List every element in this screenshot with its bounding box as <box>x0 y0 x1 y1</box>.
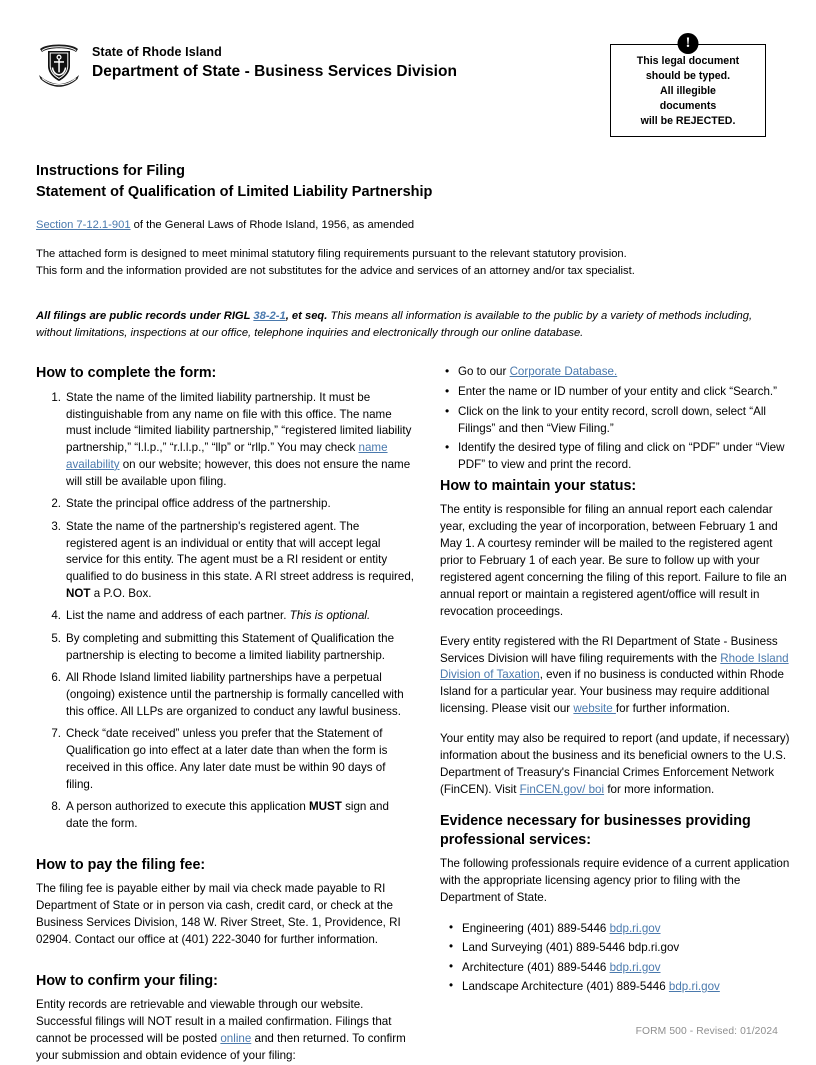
statute-link[interactable]: Section 7-12.1-901 <box>36 219 131 232</box>
step-number: 5. <box>51 632 61 645</box>
step-text: State the principal office address of the partnership. <box>66 497 331 511</box>
state-name: State of Rhode Island <box>92 45 222 59</box>
step-text: All Rhode Island limited liability partnerships have a perpetual (ongoing) existence until the partnership is formally cancelled with this office. All LLPs are organized to conduct any lawful business. <box>66 671 404 718</box>
profession-name: Land Surveying (401) 889-5446 bdp.ri.gov <box>462 941 680 955</box>
form-footer: FORM 500 - Revised: 01/2024 <box>635 1026 778 1037</box>
evidence-heading-line-2: professional services: <box>440 831 591 848</box>
typed-document-notice <box>610 35 766 137</box>
list-item <box>440 440 795 473</box>
name-availability-link[interactable]: name availability <box>66 441 388 471</box>
notice-line-2: should be typed. <box>645 70 731 83</box>
maintain-paragraph-3 <box>440 731 795 799</box>
step-text-italic: This is optional. <box>289 609 371 623</box>
complete-form-steps <box>36 390 414 833</box>
step-text-pre: List the name and address of each partner. <box>66 609 290 623</box>
step-text: By completing and submitting this Statement of Qualification the partnership is electing to become a limited liability partnership. <box>66 632 395 662</box>
heading-how-to-complete: How to complete the form: <box>36 365 217 382</box>
public-records-rest: This means all information is available to the public by a variety of methods including, without limitations, inspections at our office, telephone inquiries and electronically through our online database. <box>36 310 753 340</box>
website-link[interactable]: website <box>573 702 616 716</box>
confirm-filing-steps <box>440 364 795 473</box>
maintain-paragraph-1: The entity is responsible for filing an annual report each calendar year, excluding the year of incorporation, between February 1 and May 1. A courtesy reminder will be mailed to the registered agent prior to February 1 of each year. Be sure to follow up with your registered agent concerning the filing of this report. Failure to file an annual report or maintain a registered agent/office will result in revocation proceedings. <box>440 503 787 618</box>
how-to-confirm-body <box>36 997 414 1065</box>
maintain-p2-pre: Every entity registered with the RI Department of State - Business Services Division will have filing requirements with the <box>440 634 778 665</box>
maintain-p3-post: for more information. <box>604 783 715 797</box>
list-item <box>440 384 795 401</box>
agency-branding <box>36 30 457 88</box>
list-item <box>440 920 795 937</box>
step-text-pre: State the name of the limited liability partnership. It must be distinguishable from any name on file with this office. The name must include “limited liability partnership,” “registered limited liability partnership,” “l.l.p.,” “r.l.l.p.,” “llp” or “rllp.” You may check <box>66 391 412 455</box>
heading-how-to-pay: How to pay the filing fee: <box>36 856 206 873</box>
maintain-p3-pre: Your entity may also be required to report (and update, if necessary) information about the business and its beneficial owners to the U.S. Department of Treasury's Financial Crimes Enforcement Network (FinCEN). Visit <box>440 732 790 797</box>
notice-box <box>610 44 766 137</box>
notice-line-4: documents <box>659 100 717 113</box>
public-records-bold-1: All filings are public records under RIGL <box>36 310 254 323</box>
public-records-notice <box>36 308 780 342</box>
notice-line-5: will be REJECTED. <box>640 115 736 128</box>
agency-name-block <box>92 38 457 83</box>
page-header <box>36 30 780 137</box>
public-records-bold-2: , et seq. <box>285 310 328 323</box>
list-item <box>36 519 414 602</box>
step-number: 8. <box>51 800 61 814</box>
page-title <box>36 161 780 203</box>
heading-how-to-confirm: How to confirm your filing: <box>36 972 218 989</box>
content-columns <box>36 364 790 1065</box>
bullet-text: Enter the name or ID number of your entity and click “Search.” <box>458 385 777 399</box>
list-item <box>440 959 795 976</box>
list-item <box>440 364 795 381</box>
bullet-text: Identify the desired type of filing and click on “PDF” under “View PDF” to view and print the record. <box>458 441 785 471</box>
step-text-bold: NOT <box>66 586 91 600</box>
heading-evidence-professional-services <box>440 812 795 849</box>
evidence-body: The following professionals require evidence of a current application with the appropriate licensing agency prior to filing with the Department of State. <box>440 857 790 904</box>
list-item <box>440 404 795 437</box>
list-item <box>36 670 414 720</box>
notice-line-3: All illegible <box>660 85 716 98</box>
intro-line-2: This form and the information provided are not substitutes for the advice and services of an attorney and/or tax specialist. <box>36 264 635 277</box>
step-text-post: sign and date the form. <box>66 800 389 830</box>
rhode-island-state-seal-icon <box>36 38 82 88</box>
list-item <box>440 978 795 995</box>
corporate-database-link[interactable]: Corporate Database. <box>509 365 618 379</box>
step-number: 3. <box>51 519 61 533</box>
step-number: 7. <box>51 727 61 741</box>
step-text-post: a P.O. Box. <box>90 586 152 600</box>
bdp-ri-gov-link[interactable]: bdp.ri.gov <box>609 960 661 974</box>
heading-how-to-maintain: How to maintain your status: <box>440 477 637 494</box>
intro-paragraph <box>36 246 780 280</box>
profession-name: Engineering (401) 889-5446 <box>462 921 610 935</box>
profession-name: Landscape Architecture (401) 889-5446 <box>462 980 669 994</box>
step-text-pre: State the name of the partnership's registered agent. The registered agent is an individual or entity that will accept legal service for this entity. The agent must be a RI resident or entity qualified to do business in this state. A RI street address is required, <box>66 519 415 583</box>
professional-services-list <box>440 920 795 996</box>
statute-reference <box>36 218 780 234</box>
step-text-post: on our website; however, this does not ensure the name will still be available upon filing. <box>66 457 411 488</box>
statute-rest: of the General Laws of Rhode Island, 1956, as amended <box>130 219 415 232</box>
exclamation-circle-icon: ! <box>678 33 699 54</box>
maintain-paragraph-2 <box>440 634 795 719</box>
division-of-taxation-link[interactable]: Rhode Island Division of Taxation <box>440 651 789 682</box>
list-item <box>36 608 414 625</box>
maintain-p2-mid: , even if no business is conducted within Rhode Island for a particular year. Your business may require additional licensing. Please visit our <box>440 668 784 716</box>
confirm-text-post: and then returned. To confirm your submission and obtain evidence of your filing: <box>36 1032 406 1063</box>
list-item <box>36 799 414 832</box>
department-name: Department of State - Business Services Division <box>92 62 458 80</box>
list-item <box>36 390 414 490</box>
list-item <box>440 939 795 956</box>
bdp-ri-gov-link[interactable]: bdp.ri.gov <box>668 980 720 994</box>
list-item <box>36 496 414 513</box>
left-column <box>36 364 414 1065</box>
notice-line-1: This legal document <box>636 55 740 67</box>
step-text-pre: A person authorized to execute this application <box>66 800 309 814</box>
bullet-text-pre: Go to our <box>458 365 510 379</box>
step-number: 2. <box>51 497 61 511</box>
maintain-p2-post: for further information. <box>615 702 730 716</box>
bdp-ri-gov-link[interactable]: bdp.ri.gov <box>609 921 661 935</box>
profession-name: Architecture (401) 889-5446 <box>462 960 610 974</box>
online-link[interactable]: online <box>220 1032 252 1046</box>
fincen-boi-link[interactable]: FinCEN.gov/ boi <box>519 783 605 797</box>
step-number: 4. <box>51 609 61 623</box>
list-item <box>36 631 414 664</box>
title-line-1: Instructions for Filing <box>36 163 186 180</box>
title-line-2: Statement of Qualification of Limited Liability Partnership <box>36 184 433 201</box>
right-column <box>440 364 795 1065</box>
rigl-38-2-1-link[interactable]: 38-2-1 <box>253 310 286 323</box>
step-text-bold: MUST <box>308 800 342 814</box>
step-text: Check “date received” unless you prefer that the Statement of Qualification go into effect at a later date than when the form is received in this office. Any later date must be within 90 days of filing. <box>66 727 388 791</box>
evidence-heading-line-1: Evidence necessary for businesses providing <box>440 812 751 829</box>
list-item <box>36 726 414 793</box>
bullet-text: Click on the link to your entity record, scroll down, select “All Filings” and then “View Filing.” <box>458 404 766 435</box>
step-number: 6. <box>51 671 61 685</box>
confirm-text-pre: Entity records are retrievable and viewable through our website. Successful filings will NOT result in a mailed confirmation. Filings that cannot be processed will be posted <box>36 998 392 1046</box>
how-to-pay-body: The filing fee is payable either by mail via check made payable to RI Department of State or in person via cash, credit card, or check at the Business Services Division, 148 W. River Street, Ste. 1, Providence, RI 02904. Contact our office at (401) 222-3040 for further information. <box>36 882 401 946</box>
intro-line-1: The attached form is designed to meet minimal statutory filing requirements pursuant to the relevant statutory provision. <box>36 247 627 260</box>
step-number: 1. <box>51 391 61 405</box>
